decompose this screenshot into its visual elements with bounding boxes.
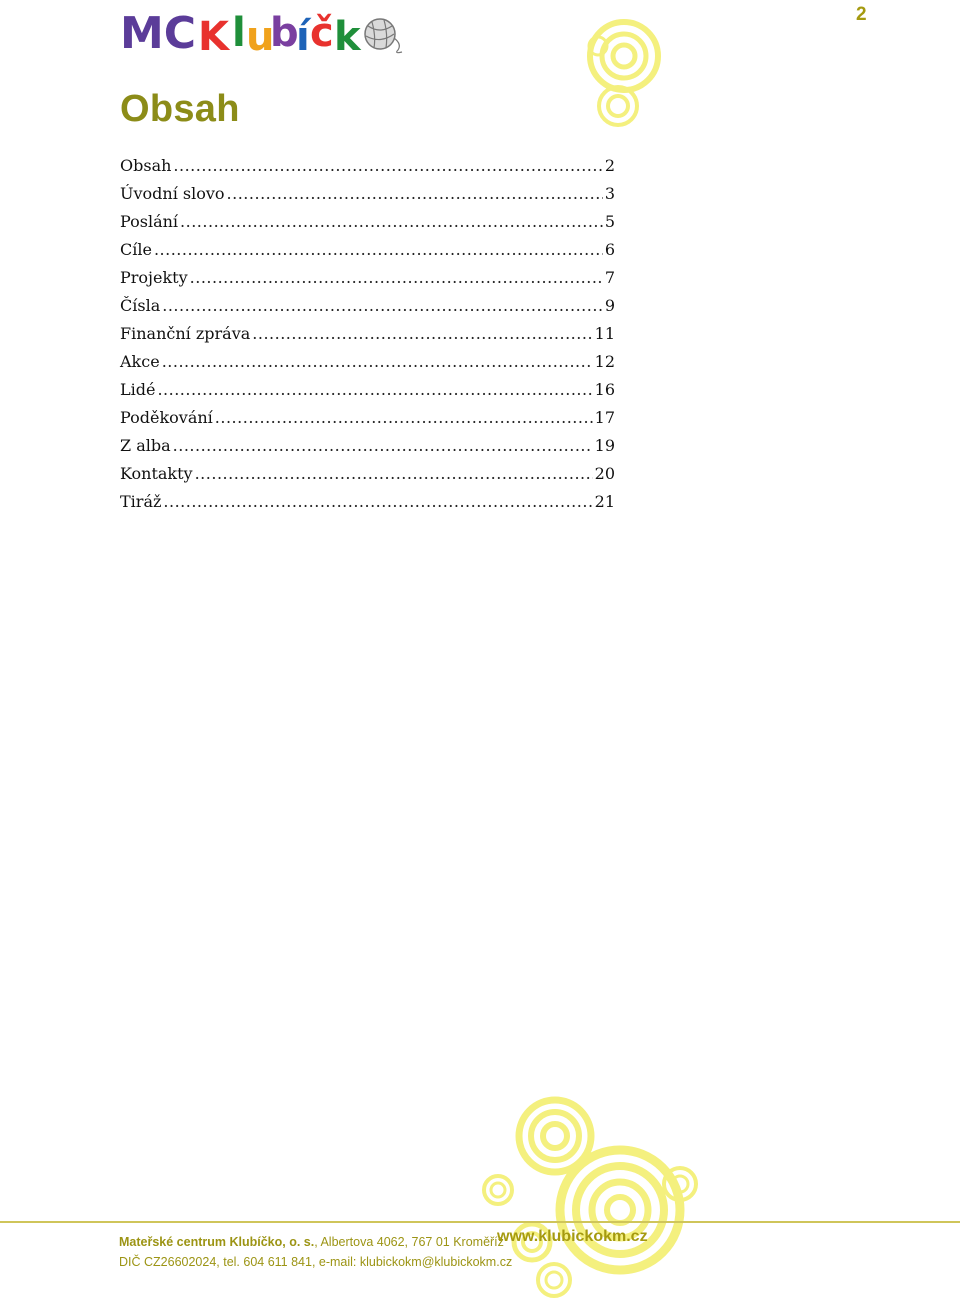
page-number: 2 xyxy=(856,4,867,25)
toc-entry-title: Úvodní slovo xyxy=(120,184,225,203)
toc-entry-page: 21 xyxy=(594,492,615,511)
toc-dot-leader xyxy=(227,184,603,203)
org-address: , Albertova 4062, 767 01 Kroměříž xyxy=(314,1235,504,1249)
toc-dot-leader xyxy=(180,212,603,231)
toc-entry-page: 16 xyxy=(594,380,615,399)
toc-entry[interactable] xyxy=(120,184,615,212)
toc-entry-page: 12 xyxy=(594,352,615,371)
logo-letter: u xyxy=(246,14,275,56)
toc-entry-page: 17 xyxy=(594,408,615,427)
toc-entry-title: Obsah xyxy=(120,156,172,175)
toc-entry-page: 6 xyxy=(604,240,615,259)
toc-entry[interactable] xyxy=(120,408,615,436)
toc-dot-leader xyxy=(252,324,592,343)
toc-dot-leader xyxy=(215,408,593,427)
toc-entry[interactable] xyxy=(120,324,615,352)
toc-entry-title: Poslání xyxy=(120,212,179,231)
toc-entry-title: Kontakty xyxy=(120,464,193,483)
toc-entry-page: 9 xyxy=(604,296,615,315)
toc-entry[interactable] xyxy=(120,380,615,408)
toc-entry[interactable] xyxy=(120,212,615,240)
toc-entry-title: Lidé xyxy=(120,380,156,399)
toc-entry-page: 7 xyxy=(604,268,615,287)
toc-entry[interactable] xyxy=(120,156,615,184)
footer-address-line xyxy=(119,1232,512,1252)
page-title: Obsah xyxy=(120,88,240,130)
toc-dot-leader xyxy=(173,436,593,455)
logo-letter: b xyxy=(270,10,299,56)
toc-entry-title: Akce xyxy=(120,352,160,371)
decorative-circles-top xyxy=(584,10,674,130)
logo-letter: í xyxy=(296,14,310,56)
logo-letters xyxy=(198,10,362,56)
toc-dot-leader xyxy=(157,380,592,399)
logo xyxy=(118,4,408,56)
toc-entry-title: Z alba xyxy=(120,436,171,455)
table-of-contents xyxy=(120,156,615,520)
toc-entry[interactable] xyxy=(120,240,615,268)
toc-dot-leader xyxy=(154,240,603,259)
toc-entry-page: 19 xyxy=(594,436,615,455)
toc-dot-leader xyxy=(162,296,603,315)
toc-entry-title: Projekty xyxy=(120,268,188,287)
logo-letter: k xyxy=(334,14,361,56)
toc-entry-page: 3 xyxy=(604,184,615,203)
toc-entry-title: Čísla xyxy=(120,296,161,315)
toc-entry[interactable] xyxy=(120,492,615,520)
toc-entry-page: 5 xyxy=(604,212,615,231)
logo-letter: K xyxy=(198,14,229,56)
toc-entry-title: Cíle xyxy=(120,240,152,259)
toc-entry-page: 2 xyxy=(604,156,615,175)
toc-entry[interactable] xyxy=(120,436,615,464)
toc-entry[interactable] xyxy=(120,464,615,492)
toc-entry-page: 11 xyxy=(594,324,615,343)
logo-letter: č xyxy=(310,10,334,56)
footer-info xyxy=(119,1232,512,1272)
toc-entry[interactable] xyxy=(120,268,615,296)
website-link[interactable]: www.klubickokm.cz xyxy=(497,1228,648,1245)
logo-prefix: MC xyxy=(120,8,197,56)
footer-contact-line: DIČ CZ26602024, tel. 604 611 841, e-mail: klubickokm@klubickokm.cz xyxy=(119,1255,513,1269)
toc-dot-leader xyxy=(190,268,603,287)
toc-dot-leader xyxy=(163,492,592,511)
toc-entry[interactable] xyxy=(120,352,615,380)
toc-entry-title: Tiráž xyxy=(120,492,162,511)
yarn-ball-icon xyxy=(365,19,402,53)
toc-entry-page: 20 xyxy=(594,464,615,483)
toc-dot-leader xyxy=(162,352,593,371)
toc-entry-title: Poděkování xyxy=(120,408,213,427)
footer-divider xyxy=(0,1221,960,1223)
logo-letter: l xyxy=(232,10,246,56)
toc-dot-leader xyxy=(173,156,602,175)
toc-entry[interactable] xyxy=(120,296,615,324)
toc-entry-title: Finanční zpráva xyxy=(120,324,251,343)
toc-dot-leader xyxy=(195,464,593,483)
org-name: Mateřské centrum Klubíčko, o. s. xyxy=(119,1235,315,1249)
